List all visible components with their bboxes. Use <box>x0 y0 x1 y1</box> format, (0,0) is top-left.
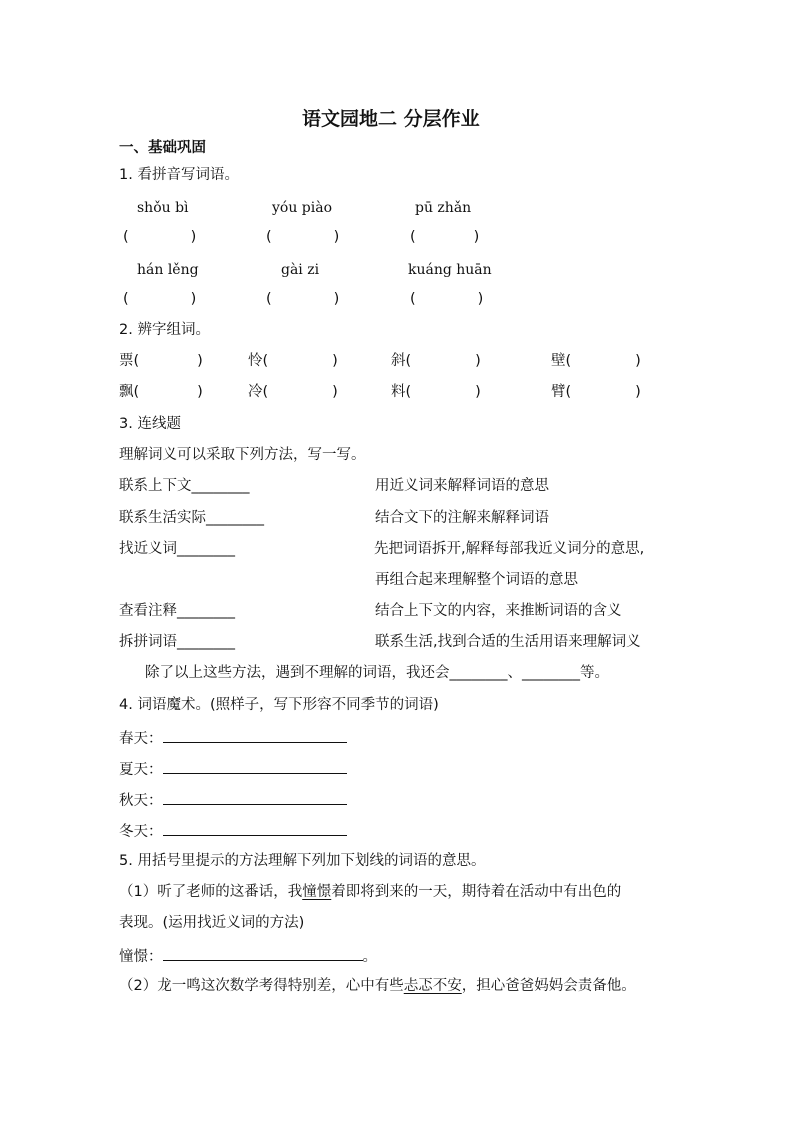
pinyin-2: yóu piào <box>272 200 333 216</box>
answer-paren-2[interactable]: ( ) <box>266 229 340 245</box>
underlined-word-2: 忐忑不安 <box>403 978 462 994</box>
season-spring: 春天： <box>119 727 347 749</box>
q4-prompt: 4. 词语魔术。(照样子，写下形容不同季节的词语) <box>119 697 439 713</box>
method-right-5[interactable]: 联系生活,找到合适的生活用语来理解词义 <box>375 634 641 650</box>
summer-answer-line[interactable] <box>163 758 347 774</box>
season-autumn: 秋天： <box>119 789 347 811</box>
q5-item-1-cont: 表现。(运用找近义词的方法) <box>119 915 305 931</box>
char-group-6[interactable]: 冷( ) <box>248 384 338 400</box>
char-group-5[interactable]: 飘( ) <box>119 384 203 400</box>
method-right-2[interactable]: 结合文下的注解来解释词语 <box>375 510 549 526</box>
char-group-1[interactable]: 票( ) <box>119 353 203 369</box>
answer-paren-5[interactable]: ( ) <box>266 291 340 307</box>
pinyin-1: shǒu bì <box>137 200 189 216</box>
char-group-3[interactable]: 斜( ) <box>391 353 481 369</box>
section-basic: 一、基础巩固 <box>119 140 206 156</box>
pinyin-3: pū zhǎn <box>415 200 472 216</box>
answer-line-1[interactable] <box>163 945 363 961</box>
answer-paren-4[interactable]: ( ) <box>123 291 197 307</box>
autumn-answer-line[interactable] <box>163 789 347 805</box>
pinyin-5: gài zi <box>281 262 320 278</box>
season-summer: 夏天： <box>119 758 347 780</box>
q5-answer-1: 憧憬： 。 <box>119 945 377 967</box>
q1-prompt: 1. 看拼音写词语。 <box>119 167 239 183</box>
spring-answer-line[interactable] <box>163 727 347 743</box>
char-group-4[interactable]: 壁( ) <box>551 353 641 369</box>
pinyin-4: hán lěng <box>137 262 199 278</box>
method-right-1[interactable]: 用近义词来解释词语的意思 <box>375 478 549 494</box>
method-right-4[interactable]: 结合上下文的内容，来推断词语的含义 <box>375 603 622 619</box>
q3-intro: 理解词义可以采取下列方法，写一写。 <box>119 447 366 463</box>
method-left-4[interactable]: 查看注释________ <box>119 603 235 619</box>
season-winter: 冬天： <box>119 820 347 842</box>
char-group-7[interactable]: 料( ) <box>391 384 481 400</box>
q5-prompt: 5. 用括号里提示的方法理解下列加下划线的词语的意思。 <box>119 853 486 869</box>
underlined-word-1: 憧憬 <box>302 884 332 900</box>
answer-paren-6[interactable]: ( ) <box>410 291 484 307</box>
method-left-1[interactable]: 联系上下文________ <box>119 478 250 494</box>
winter-answer-line[interactable] <box>163 820 347 836</box>
q2-prompt: 2. 辨字组词。 <box>119 322 210 338</box>
method-left-3[interactable]: 找近义词________ <box>119 541 235 557</box>
method-right-3[interactable]: 先把词语拆开,解释每部我近义词分的意思, <box>374 541 645 557</box>
method-left-2[interactable]: 联系生活实际________ <box>119 510 264 526</box>
char-group-8[interactable]: 臂( ) <box>551 384 641 400</box>
q3-prompt: 3. 连线题 <box>119 416 181 432</box>
q5-item-1: （1）听了老师的这番话，我憧憬着即将到来的一天，期待着在活动中有出色的 <box>119 884 622 900</box>
q5-item-2: （2）龙一鸣这次数学考得特别差，心中有些忐忑不安，担心爸爸妈妈会责备他。 <box>119 978 636 994</box>
char-group-2[interactable]: 怜( ) <box>248 353 338 369</box>
answer-paren-3[interactable]: ( ) <box>410 229 480 245</box>
answer-paren-1[interactable]: ( ) <box>123 229 197 245</box>
q3-summary: 除了以上这些方法，遇到不理解的词语，我还会________、________等。 <box>145 665 609 681</box>
page-title: 语文园地二 分层作业 <box>302 108 480 130</box>
pinyin-6: kuáng huān <box>408 262 492 278</box>
method-right-3-cont: 再组合起来理解整个词语的意思 <box>375 572 578 588</box>
method-left-5[interactable]: 拆拼词语________ <box>119 634 235 650</box>
